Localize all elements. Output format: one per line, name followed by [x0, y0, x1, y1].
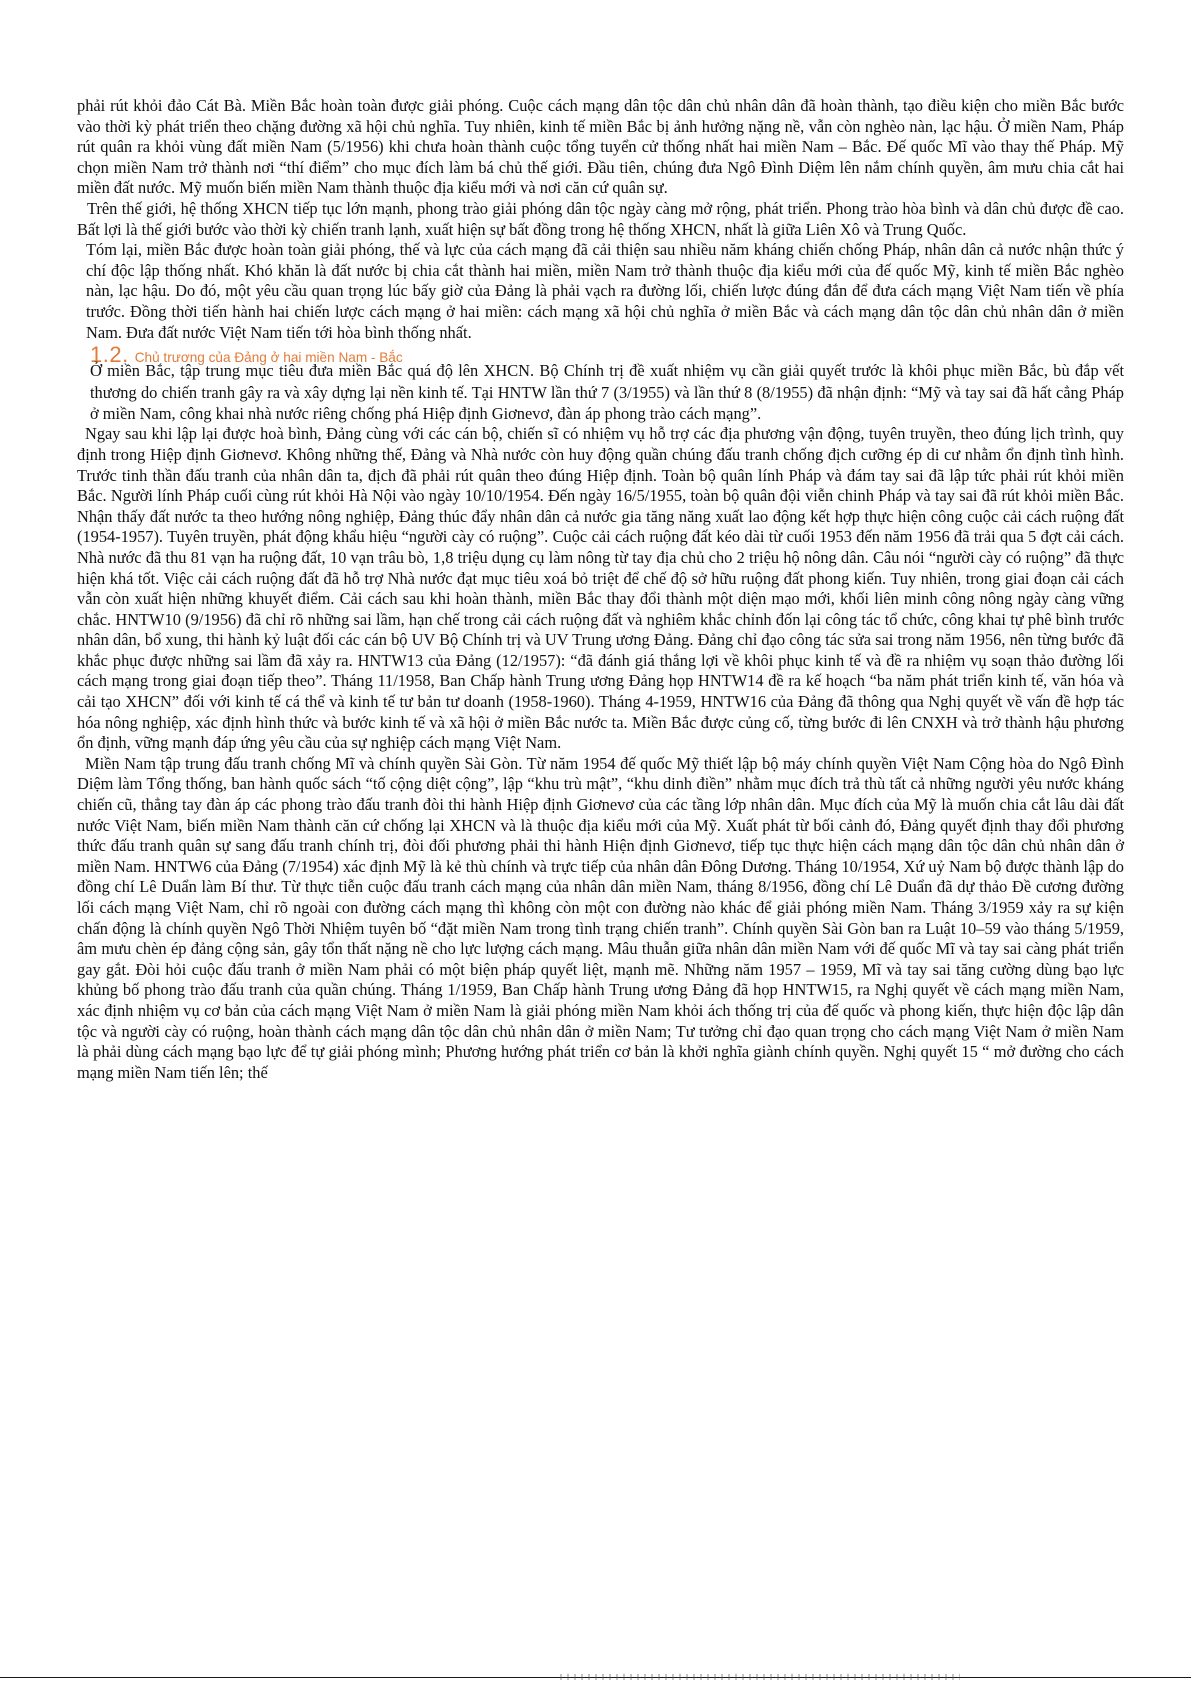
document-body [77, 96, 1124, 1083]
section-number: 1.2. [90, 342, 129, 368]
paragraph-2: Trên thế giới, hệ thống XHCN tiếp tục lớn mạnh, phong trào giải phóng dân tộc ngày càng mở rộng, phát triển. Phong trào hòa bình và dân chủ được đề cao. Bất lợi là thế giới bước vào thời kỳ chiến tranh lạnh, xuất hiện sự bất đồng trong hệ thống XHCN, nhất là giữa Liên Xô và Trung Quốc. [77, 198, 1124, 239]
section-title: Chủ trương của Đảng ở hai miền Nam - Bắc [134, 350, 403, 366]
paragraph-1: phải rút khỏi đảo Cát Bà. Miền Bắc hoàn toàn được giải phóng. Cuộc cách mạng dân tộc dân chủ nhân dân đã hoàn thành, tạo điều kiện cho miền Bắc bước vào thời kỳ phát triển theo chặng đường xã hội chủ nghĩa. Tuy nhiên, kinh tế miền Bắc bị ảnh hưởng nặng nề, vẫn còn nghèo nàn, lạc hậu. Ở miền Nam, Pháp rút quân ra khỏi vùng đất miền Nam (5/1956) khi chưa hoàn thành cuộc tổng tuyển cử thống nhất hai miền Nam – Bắc. Đế quốc Mĩ vào thay thế Pháp. Mỹ chọn miền Nam trở thành nơi “thí điểm” cho mục đích làm bá chủ thế giới. Đầu tiên, chúng đưa Ngô Đình Diệm lên nắm chính quyền, âm mưu chia cắt hai miền đất nước. Mỹ muốn biến miền Nam thành thuộc địa kiểu mới và nơi căn cứ quân sự. [77, 96, 1124, 198]
page-bottom-artifact [560, 1674, 960, 1680]
paragraph-3: Tóm lại, miền Bắc được hoàn toàn giải phóng, thế và lực của cách mạng đã cải thiện sau nhiều năm kháng chiến chống Pháp, nhân dân cả nước nhận thức ý chí độc lập thống nhất. Khó khăn là đất nước bị chia cắt thành hai miền, miền Nam trở thành thuộc địa kiểu mới của đế quốc Mỹ, kinh tế miền Bắc nghèo nàn, lạc hậu. Do đó, một yêu cầu quan trọng lúc bấy giờ của Đảng là phải vạch ra đường lối, chiến lược đúng đắn để đưa cách mạng Việt Nam tiến về phía trước. Đồng thời tiến hành hai chiến lược cách mạng ở hai miền: cách mạng xã hội chủ nghĩa ở miền Bắc và cách mạng dân tộc dân chủ nhân dân ở miền Nam. Đưa đất nước Việt Nam tiến tới hòa bình thống nhất. [86, 240, 1124, 342]
paragraph-5: Ngay sau khi lập lại được hoà bình, Đảng cùng với các cán bộ, chiến sĩ có nhiệm vụ hỗ trợ các địa phương vận động, tuyên truyền, theo đúng lịch trình, quy định trong Hiệp định Giơnevơ. Không những thế, Đảng và Nhà nước còn huy động quần chúng đấu tranh chống địch cưỡng ép di cư nhằm ổn định tình hình. Trước tinh thần đấu tranh của nhân dân ta, địch đã phải rút quân theo đúng Hiệp định. Toàn bộ quân lính Pháp và đám tay sai đã lập tức phải rút khỏi miền Bắc. Người lính Pháp cuối cùng rút khỏi Hà Nội vào ngày 10/10/1954. Đến ngày 16/5/1955, toàn bộ quân đội viễn chinh Pháp và tay sai đã rút khỏi miền Bắc. Nhận thấy đất nước ta theo hướng nông nghiệp, Đảng thúc đẩy nhân dân cả nước gia tăng năng xuất lao động kết hợp thực hiện công cuộc cải cách ruộng đất (1954-1957). Tuyên truyền, phát động khẩu hiệu “người cày có ruộng”. Cuộc cải cách ruộng đất kéo dài từ cuối 1953 đến năm 1956 đã trải qua 5 đợt cải cách. Nhà nước đã thu 81 vạn ha ruộng đất, 10 vạn trâu bò, 1,8 triệu dụng cụ làm nông từ tay địa chủ cho 2 triệu hộ nông dân. Câu nói “người cày có ruộng” đã thực hiện khá tốt. Việc cải cách ruộng đất đã hỗ trợ Nhà nước đạt mục tiêu xoá bỏ triệt để chế độ sở hữu ruộng đất phong kiến. Tuy nhiên, trong giai đoạn cải cách vẫn còn xuất hiện những khuyết điểm. Cải cách sau khi hoàn thành, miền Bắc thay đổi thành một diện mạo mới, khối liên minh công nông ngày càng vững chắc. HNTW10 (9/1956) đã chỉ rõ những sai lầm, hạn chế trong cải cách ruộng đất và nghiêm khắc chỉnh đốn lại công tác tổ chức, công khai tự phê bình trước nhân dân, bổ xung, thi hành kỷ luật đối các cán bộ UV Bộ Chính trị và UV Trung ương Đảng. Đảng chỉ đạo công tác sửa sai trong năm 1956, nên từng bước đã khắc phục được những sai lầm đã xảy ra. HNTW13 của Đảng (12/1957): “đã đánh giá thắng lợi về khôi phục kinh tế và đề ra nhiệm vụ soạn thảo đường lối cách mạng trong giai đoạn tiếp theo”. Tháng 11/1958, Ban Chấp hành Trung ương Đảng họp HNTW14 đề ra kế hoạch “ba năm phát triển kinh tế, văn hóa và cải tạo XHCN” đối với kinh tế cá thể và kinh tế tư bản tư doanh (1958-1960). Tháng 4-1959, HNTW16 của Đảng đã thông qua Nghị quyết về vấn đề hợp tác hóa nông nghiệp, xác định hình thức và bước kinh tế và xã hội ở miền Bắc nước ta. Miền Bắc được củng cố, từng bước đi lên CNXH và trở thành hậu phương ổn định, vững mạnh đáp ứng yêu cầu của sự nghiệp cách mạng Việt Nam. [77, 424, 1124, 753]
paragraph-6: Miền Nam tập trung đấu tranh chống Mĩ và chính quyền Sài Gòn. Từ năm 1954 đế quốc Mỹ thiết lập bộ máy chính quyền Việt Nam Cộng hòa do Ngô Đình Diệm làm Tổng thống, ban hành quốc sách “tố cộng diệt cộng”, lập “khu trù mật”, “khu dinh điền” nhằm mục đích trả thù tất cả những người yêu nước kháng chiến cũ, thẳng tay đàn áp các phong trào đấu tranh đòi thi hành Hiệp định Giơnevơ của các tầng lớp nhân dân. Mục đích của Mỹ là muốn chia cắt lâu dài đất nước Việt Nam, biến miền Nam thành căn cứ chống lại XHCN và là thuộc địa kiểu mới của Mỹ. Xuất phát từ bối cảnh đó, Đảng quyết định thay đổi phương thức đấu tranh quân sự sang đấu tranh chính trị, đòi đối phương phải thi hành Hiện định Giơnevơ, tiếp tục thực hiện cách mạng dân tộc dân chủ nhân dân ở miền Nam. HNTW6 của Đảng (7/1954) xác định Mỹ là kẻ thù chính và trực tiếp của nhân dân Đông Dương. Tháng 10/1954, Xứ uỷ Nam bộ được thành lập do đồng chí Lê Duẩn làm Bí thư. Từ thực tiễn cuộc đấu tranh cách mạng của nhân dân miền Nam, tháng 8/1956, đồng chí Lê Duẩn đã dự thảo Đề cương đường lối cách mạng Việt Nam, chỉ rõ ngoài con đường cách mạng thì không còn một con đường nào khác để giải phóng miền Nam. Tháng 3/1959 xảy ra sự kiện chấn động là chính quyền Ngô Thời Nhiệm tuyên bố “đặt miền Nam trong tình trạng chiến tranh”. Chính quyền Sài Gòn ban ra Luật 10–59 vào tháng 5/1959, âm mưu chèn ép đảng cộng sản, gây tổn thất nặng nề cho lực lượng cách mạng. Mâu thuẫn giữa nhân dân miền Nam với đế quốc Mĩ và tay sai càng phát triển gay gắt. Đòi hỏi cuộc đấu tranh ở miền Nam phải có một biện pháp quyết liệt, mạnh mẽ. Những năm 1957 – 1959, Mĩ và tay sai tăng cường dùng bạo lực khủng bố phong trào đấu tranh của quần chúng. Tháng 1/1959, Ban Chấp hành Trung ương Đảng đã họp HNTW15, ra Nghị quyết về cách mạng miền Nam, xác định nhiệm vụ cơ bản của cách mạng Việt Nam ở miền Nam là giải phóng miền Nam khỏi ách thống trị của đế quốc và phong kiến, thực hiện độc lập dân tộc và người cày có ruộng, hoàn thành cách mạng dân tộc dân chủ nhân dân ở miền Nam; Tư tưởng chỉ đạo quan trọng cho cách mạng Việt Nam ở miền Nam là phải dùng cách mạng bạo lực để tự giải phóng mình; Phương hướng phát triển cơ bản là khởi nghĩa giành chính quyền. Nghị quyết 15 “ mở đường cho cách mạng miền Nam tiến lên; thế [77, 753, 1124, 1082]
paragraph-4: Ở miền Bắc, tập trung mục tiêu đưa miền Bắc quá độ lên XHCN. Bộ Chính trị đề xuất nhiệm vụ cần giải quyết trước là khôi phục miền Bắc, bù đắp vết thương do chiến tranh gây ra và xây dựng lại nền kinh tế. Tại HNTW lần thứ 7 (3/1955) và lần thứ 8 (8/1955) đã nhận định: “Mỹ và tay sai đã hất cẳng Pháp ở miền Nam, công khai nhà nước riêng chống phá Hiệp định Giơnevơ, đàn áp phong trào cách mạng”. [90, 361, 1124, 423]
